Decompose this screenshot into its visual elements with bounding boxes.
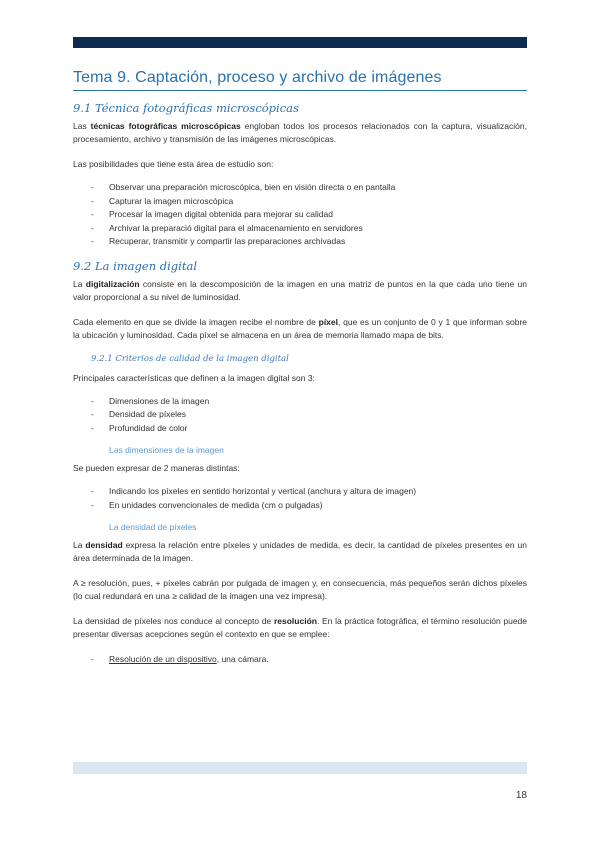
list-item: - Densidad de píxeles [91,409,187,419]
dimensions-list [73,485,527,512]
footer-bar [73,762,527,774]
subsection-heading-9-2-1: 9.2.1 Criterios de calidad de la imagen digital [91,353,289,364]
characteristics-list [73,395,527,436]
paragraph-density-resolution: A ≥ resolución, pues, + píxeles cabrán por pulgada de imagen y, en consecuencia, más pequeños serán dichos píxeles (lo cual redundará en una ≥ calidad de la imagen una vez impresa). [73,578,527,601]
page-title: Tema 9. Captación, proceso y archivo de imágenes [73,69,527,91]
density-heading: La densidad de píxeles [109,522,197,532]
list-item: - Recuperar, transmitir y compartir las preparaciones archivadas [91,236,346,246]
possibilities-list [73,181,527,249]
list-item: - Profundidad de color [91,422,188,433]
list-item: - Dimensiones de la imagen [91,395,210,406]
list-item: - Capturar la imagen microscópica [91,195,234,206]
paragraph-density-definition: La densidad expresa la relación entre píxeles y unidades de medida, es decir, la cantidad de píxeles presentes en un área determinada de la imagen. [73,540,527,563]
section-heading-9-1: 9.1 Técnica fotográficas microscópicas [73,101,299,115]
paragraph-pixel: Cada elemento en que se divide la imagen recibe el nombre de píxel, que es un conjunto de 0 y 1 que informan sobre la ubicación y luminosidad. Cada píxel se almacena en un área de memoria llamado mapa de bits. [73,316,528,340]
list-item: - Observar una preparación microscópica, bien en visión directa o en pantalla [91,182,396,192]
paragraph-characteristics-intro: Principales características que definen a la imagen digital son 3: [73,372,315,383]
paragraph-digitalizacion: La digitalización consiste en la descomposición de la imagen en una matriz de puntos en la que cada uno tiene un valor proporcional a su nivel de luminosidad. [73,278,527,302]
list-item: - Procesar la imagen digital obtenida para mejorar su calidad [91,209,333,219]
page-number: 18 [515,790,527,801]
list-item: - Archivar la preparació digital para el almacenamiento en servidores [91,222,363,233]
paragraph-intro-9-1: Las técnicas fotográficas microscópicas engloban todos los procesos relacionados con la captura, visualización, procesamiento, archivo y transmisión de las imágenes microscópicas. [73,121,527,144]
dimensions-heading: Las dimensiones de la imagen [109,445,224,455]
list-item: - Indicando los píxeles en sentido horizontal y vertical (anchura y altura de imagen) [91,486,417,496]
header-bar [73,37,527,48]
list-item: - Resolución de un dispositivo, una cámara. [91,654,269,664]
paragraph-possibilities-intro: Las posibilidades que tiene esta área de estudio son: [73,159,274,169]
paragraph-dimensions-intro: Se pueden expresar de 2 maneras distintas: [73,463,240,473]
paragraph-resolution-concept: La densidad de píxeles nos conduce al concepto de resolución. En la práctica fotográfica, el término resolución puede presentar diversas acepciones según el contexto en que se emplee: [73,616,527,639]
resolution-list [73,653,527,667]
page-content [73,69,527,677]
section-heading-9-2: 9.2 La imagen digital [73,258,197,273]
list-item: - En unidades convencionales de medida (cm o pulgadas) [91,499,323,510]
